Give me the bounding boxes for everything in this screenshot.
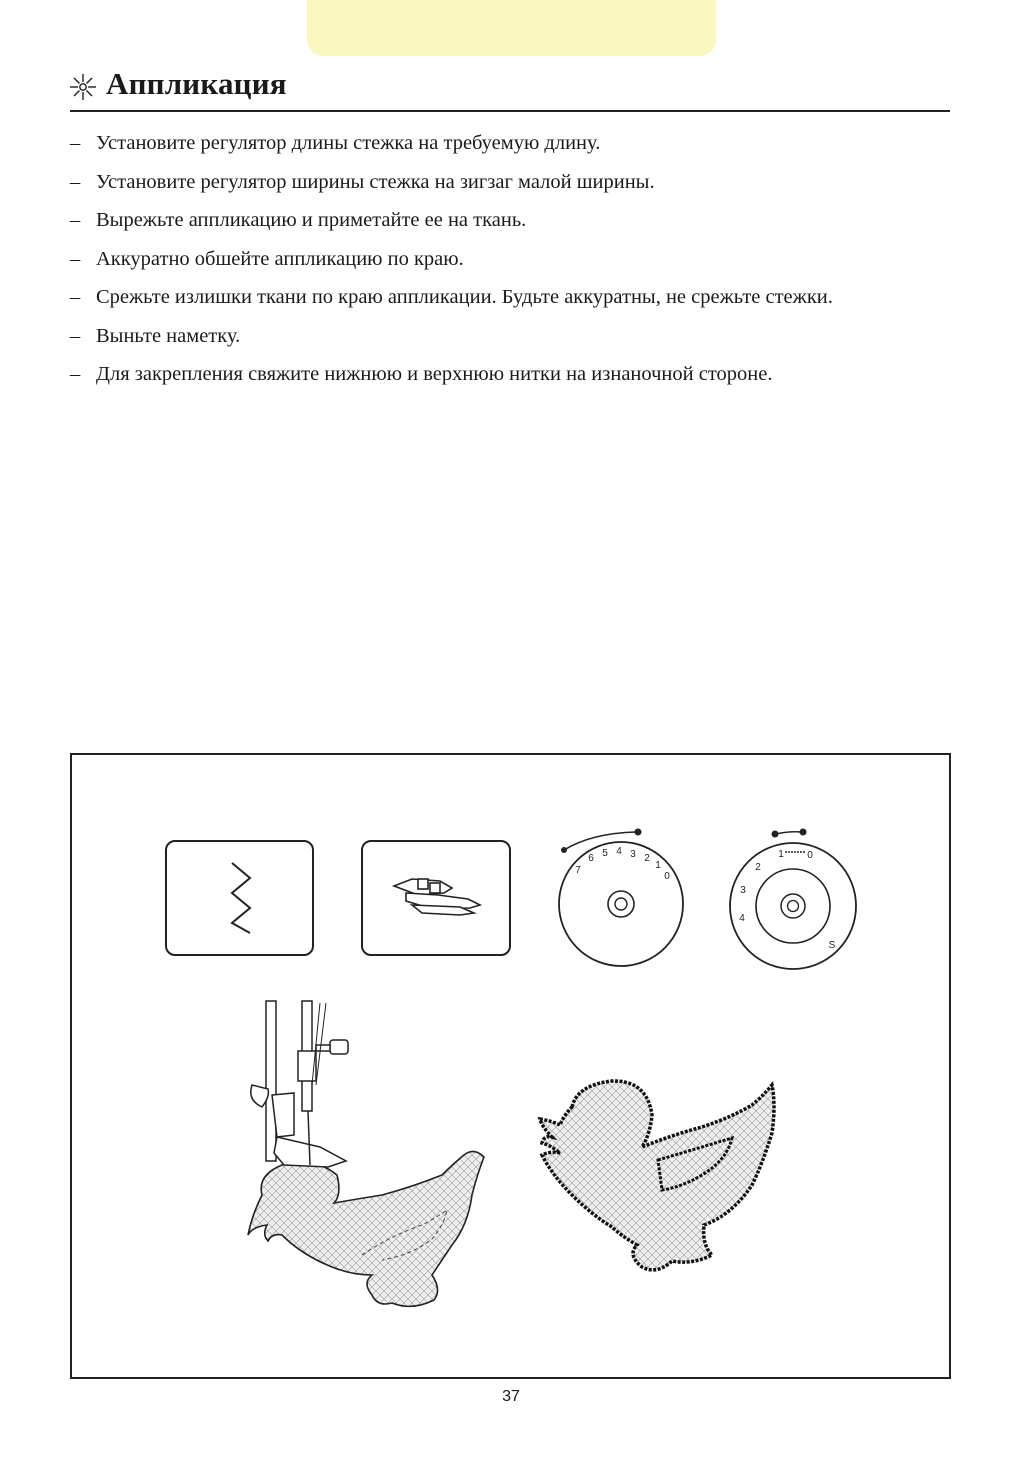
list-item [70, 356, 950, 395]
width-dial-label: 2 [644, 853, 650, 864]
width-dial-label: 4 [616, 846, 622, 857]
zigzag-stitch-icon [166, 841, 313, 955]
length-dial-label: 0 [807, 850, 813, 861]
list-bullet: – [70, 132, 81, 154]
list-item [70, 241, 950, 280]
width-dial-label: 7 [575, 865, 581, 876]
step-text: Установите регулятор ширины стежка на зигзаг малой ширины. [96, 170, 655, 193]
page-title: Аппликация [106, 66, 287, 101]
length-dial-label: 2 [755, 862, 761, 873]
length-dial-label: 1 [778, 849, 784, 860]
step-text: Срежьте излишки ткани по краю аппликации. Будьте аккуратны, не срежьте стежки. [96, 286, 833, 308]
length-dial-label: 4 [739, 913, 745, 924]
length-dial-label: S [828, 940, 836, 951]
header-tab [307, 0, 716, 56]
width-dial-label: 1 [655, 860, 661, 871]
stitch-length-dial-icon [730, 829, 856, 970]
illustration-box [70, 753, 951, 1379]
sewing-machine-foot-drawing [248, 1001, 484, 1306]
list-bullet: – [70, 286, 81, 308]
width-dial-label: 5 [602, 848, 608, 859]
list-item [70, 164, 950, 203]
length-dial-label: 3 [740, 885, 746, 896]
step-text: Вырежьте аппликацию и приметайте ее на ткань. [96, 209, 527, 231]
finished-applique-drawing [540, 1081, 774, 1270]
step-text: Установите регулятор длины стежка на требуемую длину. [96, 132, 601, 154]
illustration-canvas [72, 755, 949, 1377]
list-bullet: – [70, 209, 81, 231]
list-bullet: – [70, 247, 81, 270]
width-dial-label: 0 [664, 871, 670, 882]
compass-star-icon [70, 74, 96, 100]
stitch-width-dial-icon [559, 829, 683, 967]
list-bullet: – [70, 324, 81, 347]
steps-list [70, 125, 950, 395]
step-text: Выньте наметку. [96, 324, 241, 347]
presser-foot-icon [362, 841, 510, 955]
section-heading [70, 64, 950, 112]
step-text: Для закрепления свяжите нижнюю и верхнюю нитки на изнаночной стороне. [96, 363, 773, 385]
width-dial-label: 3 [630, 849, 636, 860]
list-bullet: – [70, 170, 81, 193]
width-dial-label: 6 [588, 853, 594, 864]
page-number: 37 [502, 1388, 520, 1405]
step-text: Аккуратно обшейте аппликацию по краю. [96, 247, 464, 270]
list-item [70, 202, 950, 241]
list-item [70, 125, 950, 164]
list-bullet: – [70, 363, 81, 385]
list-item [70, 279, 950, 318]
list-item [70, 318, 950, 357]
